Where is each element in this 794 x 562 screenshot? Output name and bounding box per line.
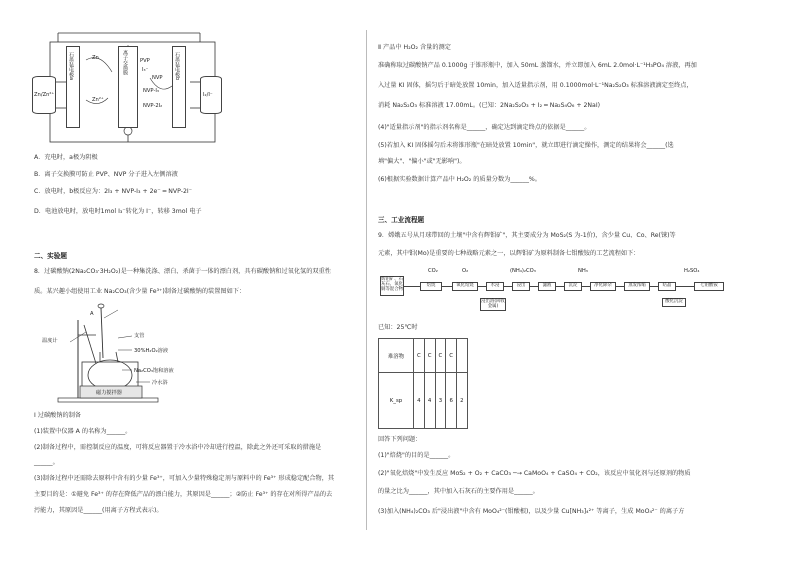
flow-box-product: 七钼酸铵 (694, 282, 724, 291)
left-q3-line3: 污能力，其原因是______(用离子方程式表示)。 (34, 507, 163, 514)
flow-box-leach: 浸出 (512, 282, 530, 291)
nvp-label: NVP (152, 75, 163, 81)
left-q3-line2: 主要目的是：①避免 Fe³⁺ 的存在降低产品的漂白能力，其原因是______；②防止 Fe³⁺ 的存在对所得产品的去 (34, 491, 333, 498)
flow-co2-label: CO₂ (428, 268, 438, 274)
ksp-table-value-row (379, 373, 468, 429)
option-c: C．放电时，b极反应为：2I₃ + NVP-I₃ + 2e⁻ ═ NVP-2I⁻ (34, 188, 192, 195)
flow-box-purify: 净化除杂 (590, 282, 616, 291)
table-cell: C (414, 339, 425, 373)
right-flow-q3: (3)加入(NH₄)₂CO₃ 后"浸出液"中含有 MoO₄²⁻(钼酸根)，以及少量 Cu[NH₃]₄²⁺ 等离子，生成 MoO₄²⁻ 的离子方 (378, 508, 685, 515)
flow-arrow (530, 286, 538, 287)
table-cell: K_sp (379, 373, 414, 429)
section-heading-experiment: 二、实验题 (34, 252, 67, 260)
flow-box-filtrate: 滤液 (538, 282, 556, 291)
right-flow-q2-line2: 的量之比为______，其中加入石灰石的主要作用是______。 (378, 488, 539, 495)
table-cell: 2 (457, 373, 467, 429)
column-divider (366, 30, 367, 530)
ksp-table (378, 338, 468, 429)
right-q5-line2: 填"偏大"、"偏小"或"无影响")。 (378, 158, 466, 165)
flow-h2so4-label: H₂SO₄ (684, 268, 700, 274)
left-q1: (1)装置中仪器 A 的名称为______。 (34, 428, 132, 435)
flow-ammonium-carbonate-label: (NH₄)₂CO₃ (510, 268, 536, 274)
option-b: B．离子交换膜可防止 PVP、NVP 分子进入左侧溶液 (34, 171, 178, 178)
flow-arrow (556, 286, 564, 287)
right-flow-q2-line1: (2)"氧化焙烧"中发生反应 MoS₂ + O₂ + CaCO₃ ─→ CaMoO₄ + CaSO₄ + CO₂，该反应中氧化剂与还原剂的物质 (378, 470, 691, 477)
option-a: A．充电时，a极为阴极 (34, 154, 98, 161)
part2-heading: Ⅱ 产品中 H₂O₂ 含量的测定 (378, 44, 451, 51)
table-cell: C (446, 339, 457, 373)
table-cell: 6 (446, 373, 457, 429)
flow-box-evaporate: 蒸发浓缩 (624, 282, 650, 291)
flow-arrow (504, 286, 512, 287)
flow-box-water-leach: 水浸 (486, 282, 504, 291)
flow-arrow (650, 286, 658, 287)
option-d: D．电池放电时，放电时1mol I₃⁻转化为 I⁻，转移 3mol 电子 (34, 208, 202, 215)
flow-nh3-label: NH₃ (578, 268, 588, 274)
flow-box-oxidize: 氧化焙烧 (452, 282, 478, 291)
nvp-i3-label: NVP-I₃ (143, 88, 159, 94)
h2o2-label: 30%H₂O₂溶液 (134, 348, 169, 354)
table-cell: 4 (414, 373, 425, 429)
right-electrode-label: 石墨毡电极b (174, 52, 180, 81)
right-q6: (6)根据实验数据计算产品中 H₂O₂ 的质量分数为______%。 (378, 176, 541, 183)
flow-arrow (616, 286, 624, 287)
flow-start-box: 辉钼矿、石灰石、氧化铜等混合物 (380, 276, 404, 296)
table-cell: C (424, 339, 435, 373)
membrane-label: 离子交换膜 (122, 50, 128, 75)
part2-para-line1: 准确称取过碳酸钠产品 0.1000g 于锥形瓶中，加入 50mL 蒸馏水，并立即加入 6mL 2.0mol·L⁻¹H₃PO₄ 溶液，再加 (378, 62, 697, 69)
left-can-label: Zn/Zn²⁺ (34, 92, 55, 98)
flow-box-crystallize: 结晶 (658, 282, 676, 291)
q8-line1: 8．过碳酸钠(2Na₂CO₃·3H₂O₂)是一种集洗涤、漂白、杀菌于一体的漂白剂，具有碳酸钠和过氧化氢的双重性 (34, 268, 331, 275)
part2-para-line2: 入过量 KI 固体，摇匀后于暗处放置 10min，加入适量指示剂，用 0.1000mol·L⁻¹Na₂S₂O₃ 标准溶液滴定至终点， (378, 82, 693, 89)
flow-o2-label: O₂ (462, 268, 469, 274)
part1-heading: Ⅰ 过碳酸钠的制备 (34, 412, 82, 419)
flow-arrow (404, 286, 420, 287)
answer-intro: 回答下列问题： (378, 436, 422, 443)
table-cell (457, 339, 467, 373)
right-flow-q1: (1)"焙烧"的目的是______。 (378, 452, 455, 459)
left-q2-line1: (2)制备过程中，需控制反应的温度，可将反应器置于冷水浴中冷却进行控温，除此之外还可采取的措施是 (34, 444, 322, 451)
left-electrode-label: 石墨毡电极a (68, 52, 74, 81)
ksp-table-header-row (379, 339, 468, 373)
q9-line1: 9．嫦娥五号从月球带回的土壤"中含有辉钼矿"，其主要成分为 MoS₂(S 为-1价)，含少量 Cu、Co、Re(铼)等 (378, 232, 676, 239)
stirrer-label: 磁力搅拌器 (96, 390, 122, 396)
zn-label: Zn (92, 55, 99, 61)
flow-residue-box: 浸出渣(回收金属) (481, 299, 505, 309)
left-q3-line1: (3)制备过程中还需除去原料中含有的少量 Fe³⁺，可加入少量特殊稳定剂与原料中的 Fe³⁺ 形成稳定配合物，其 (34, 475, 335, 482)
flow-box-roast: 焙烧 (420, 282, 442, 291)
thermometer-label: 温度计 (42, 338, 58, 344)
flow-arrow (442, 286, 452, 287)
zn-ion-label: Zn²⁺ (92, 97, 104, 103)
flow-arrow (478, 286, 486, 287)
flow-box-precipitate: 沉淀 (564, 282, 582, 291)
flow-arrow (676, 286, 694, 287)
right-can-label: I₂/I⁻ (203, 92, 213, 98)
flow-arrow (582, 286, 590, 287)
table-cell: 难溶物 (379, 339, 414, 373)
na2co3-label: Na₂CO₃饱和溶液 (134, 368, 174, 374)
cold-bath-label: 冷水浴 (152, 380, 168, 386)
table-cell: 4 (424, 373, 435, 429)
instrument-a-label: A (90, 311, 94, 317)
flow-acid-precipitate-box: 酸化沉淀 (662, 298, 686, 307)
left-q2-line2: ______。 (34, 459, 59, 466)
table-cell: C (435, 339, 446, 373)
nvp-2i-label: NVP-2I₂ (143, 103, 163, 109)
q8-line2: 质。某兴趣小组使用工业 Na₂CO₃(含少量 Fe³⁺)制备过碳酸钠的装置图如下： (34, 288, 246, 295)
i3-label: I₃⁻ (142, 67, 149, 73)
q9-line2: 元素，其中钼(Mo)是重要的七种战略元素之一，以辉钼矿为原料制备七钼酸铵的工艺流程如下： (378, 250, 640, 257)
pvp-label: PVP (140, 58, 150, 64)
known-conditions: 已知：25℃时 (378, 324, 418, 331)
table-cell: 3 (435, 373, 446, 429)
section-heading-process: 三、工业流程题 (378, 216, 425, 224)
right-q4: (4)"适量指示剂"的指示剂名称是______，确定达到滴定终点的依据是______。 (378, 124, 591, 131)
part2-para-line3: 消耗 Na₂S₂O₃ 标准溶液 17.00mL。(已知：2Na₂S₂O₃ + I₂ ═ Na₂S₄O₆ + 2NaI) (378, 102, 601, 109)
branch-pipe-label: 支管 (134, 333, 145, 339)
right-q5-line1: (5)若加入 KI 固体摇匀后未将锥形瓶"在暗处放置 10min"，就立即进行滴定操作，测定的结果将会______(选 (378, 142, 674, 149)
